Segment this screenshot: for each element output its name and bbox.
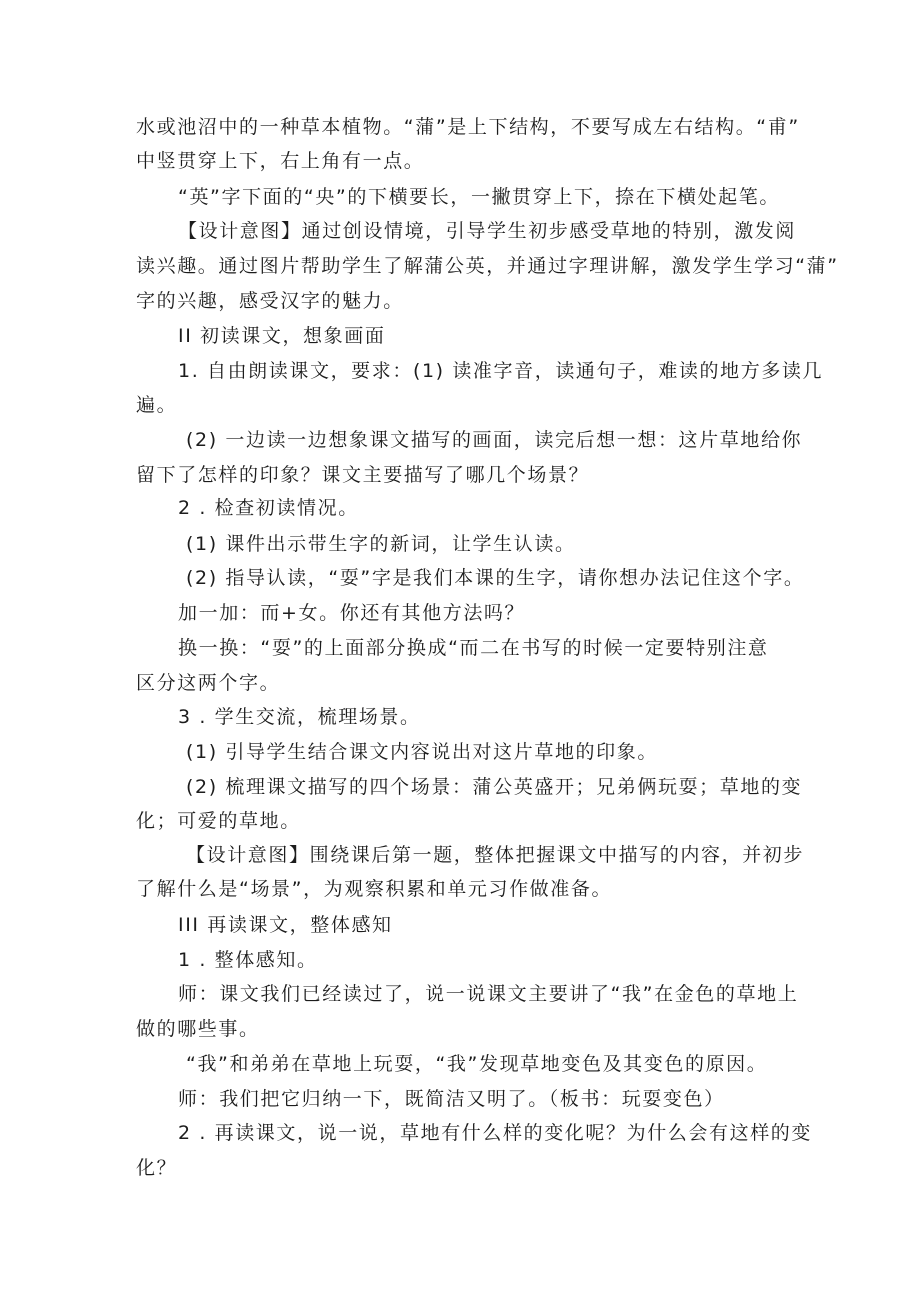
text-line: 师：我们把它归纳一下，既简洁又明了。（板书：玩耍变色） bbox=[178, 1088, 725, 1110]
text-line: 2 . 再读课文，说一说，草地有什么样的变化呢？为什么会有这样的变 bbox=[178, 1122, 813, 1144]
text-line: “我”和弟弟在草地上玩耍，“我”发现草地变色及其变色的原因。 bbox=[186, 1053, 768, 1075]
text-line: 留下了怎样的印象？课文主要描写了哪几个场景？ bbox=[136, 464, 590, 486]
section-heading: III 再读课文，整体感知 bbox=[178, 914, 393, 936]
text-line: (1) 引导学生结合课文内容说出对这片草地的印象。 bbox=[186, 741, 658, 763]
text-line: 中竖贯穿上下，右上角有一点。 bbox=[136, 150, 425, 172]
text-line: 水或池沼中的一种草本植物。“蒲”是上下结构，不要写成左右结构。“甫” bbox=[136, 116, 800, 138]
text-line: 化；可爱的草地。 bbox=[136, 810, 301, 832]
text-line: 读兴趣。通过图片帮助学生了解蒲公英，并通过字理讲解，激发学生学习“蒲” bbox=[136, 255, 839, 277]
text-line: 2 . 检查初读情况。 bbox=[178, 497, 359, 519]
text-line: 师：课文我们已经读过了，说一说课文主要讲了“我”在金色的草地上 bbox=[178, 983, 799, 1005]
text-line: (2) 梳理课文描写的四个场景：蒲公英盛开；兄弟俩玩耍；草地的变 bbox=[186, 776, 803, 798]
text-line: 做的哪些事。 bbox=[136, 1018, 260, 1040]
text-line: 3 . 学生交流，梳理场景。 bbox=[178, 706, 421, 728]
text-line: 了解什么是“场景”，为观察积累和单元习作做准备。 bbox=[136, 878, 613, 900]
text-line: 遍。 bbox=[136, 394, 178, 416]
text-line: 化？ bbox=[136, 1157, 178, 1179]
text-line: 1. 自由朗读课文，要求：(1) 读准字音，读通句子，难读的地方多读几 bbox=[178, 360, 824, 382]
text-line: 换一换：“耍”的上面部分换成“而二在书写的时候一定要特别注意 bbox=[178, 637, 769, 659]
design-intent-heading-line: 【设计意图】通过创设情境，引导学生初步感受草地的特别，激发阅 bbox=[178, 220, 797, 242]
text-line: (2) 一边读一边想象课文描写的画面，读完后想一想：这片草地给你 bbox=[186, 429, 803, 451]
text-line: 字的兴趣，感受汉字的魅力。 bbox=[136, 290, 404, 312]
text-line: 加一加：而+女。你还有其他方法吗？ bbox=[178, 602, 526, 624]
design-intent-heading-line: 【设计意图】围绕课后第一题，整体把握课文中描写的内容，并初步 bbox=[186, 844, 805, 866]
section-heading: II 初读课文，想象画面 bbox=[178, 325, 386, 347]
text-line: 区分这两个字。 bbox=[136, 672, 281, 694]
text-line: (1) 课件出示带生字的新词，让学生认读。 bbox=[186, 533, 576, 555]
text-line: (2) 指导认读，“耍”字是我们本课的生字，请你想办法记住这个字。 bbox=[186, 567, 805, 589]
text-line: “英”字下面的“央”的下横要长，一撇贯穿上下，捺在下横处起笔。 bbox=[178, 186, 780, 208]
text-line: 1 . 整体感知。 bbox=[178, 949, 318, 971]
